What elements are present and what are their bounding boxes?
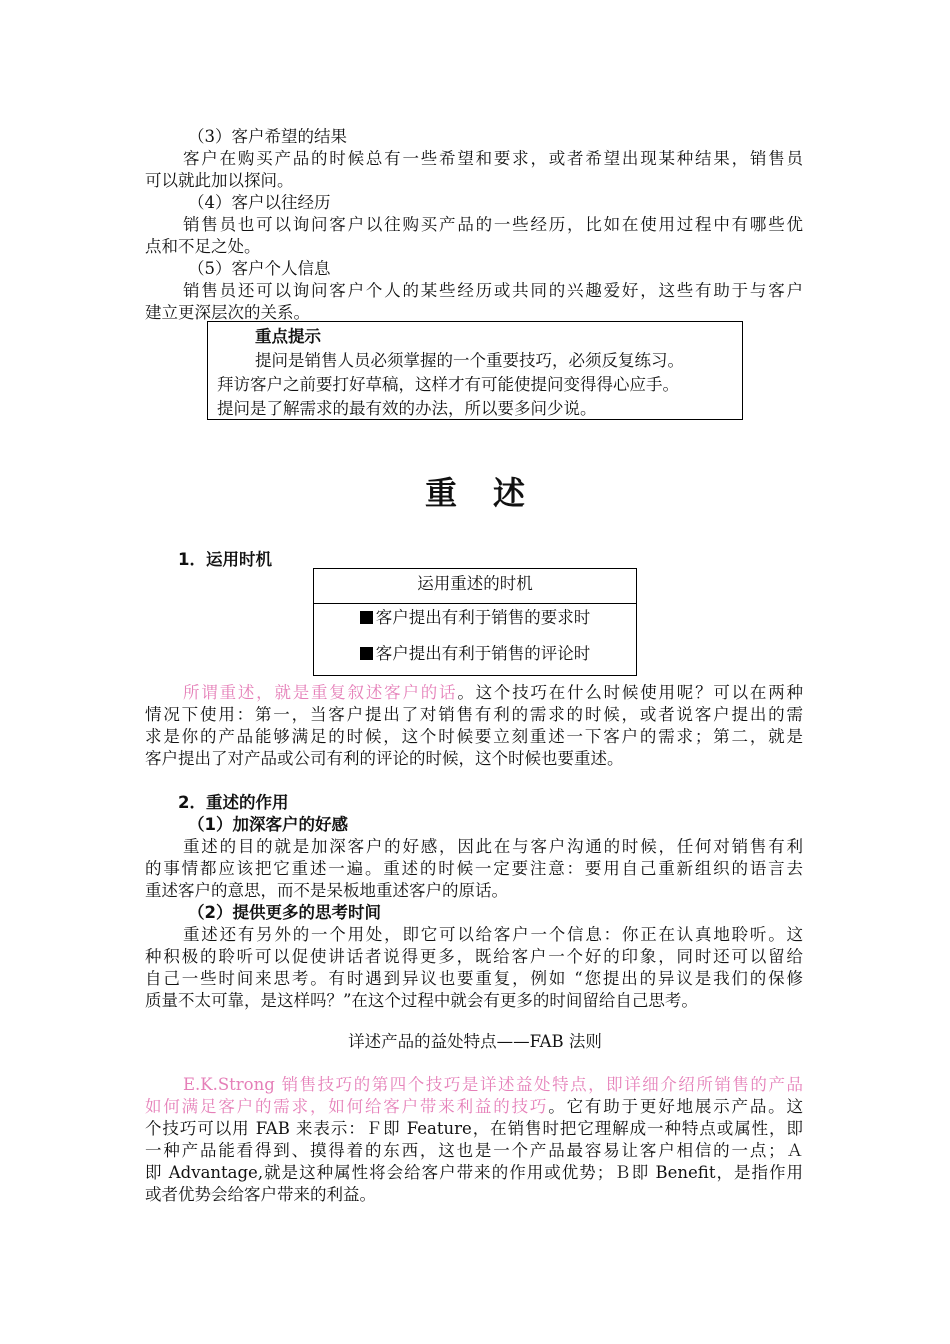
paragraph-line: 或者优势会给客户带来的利益。 [145, 1185, 376, 1204]
paragraph-line: 自己一些时间来思考。有时遇到异议也要重复，例如 “您提出的异议是我们的保修 [145, 969, 803, 988]
highlight-text: E.K.Strong 销售技巧的第四个技巧是详述益处特点，即详细介绍所销售的产品 [183, 1075, 803, 1094]
subheading-function-1: （1）加深客户的好感 [188, 815, 348, 834]
bullet-square-icon [360, 647, 373, 660]
timing-table-header: 运用重述的时机 [314, 569, 636, 604]
key-tip-box [207, 321, 743, 420]
paragraph-line: 重述客户的意思，而不是呆板地重述客户的原话。 [145, 881, 508, 900]
paragraph-line: 的事情都应该把它重述一遍。重述的时候一定要注意：要用自己重新组织的语言去 [145, 859, 803, 878]
heading-function: 2．重述的作用 [178, 793, 289, 812]
paragraph-line: 点和不足之处。 [145, 237, 261, 256]
paragraph-line: 一种产品能看得到、摸得着的东西，这也是一个产品最容易让客户相信的一点；Ａ [145, 1141, 803, 1160]
highlight-text: 如何满足客户的需求，如何给客户带来利益的技巧 [145, 1097, 549, 1116]
timing-table [313, 568, 637, 676]
paragraph-line: 如何满足客户的需求，如何给客户带来利益的技巧。它有助于更好地展示产品。这 [145, 1097, 804, 1116]
paragraph-line: 所谓重述，就是重复叙述客户的话。这个技巧在什么时候使用呢？可以在两种 [183, 683, 804, 702]
paragraph-line: 客户在购买产品的时候总有一些希望和要求，或者希望出现某种结果，销售员 [183, 149, 803, 168]
paragraph-line: 销售员还可以询问客户个人的某些经历或共同的兴趣爱好，这些有助于与客户 [183, 281, 803, 300]
timing-item: 客户提出有利于销售的评论时 [314, 643, 636, 665]
timing-item: 客户提出有利于销售的要求时 [314, 607, 636, 629]
heading-timing: 1．运用时机 [178, 550, 272, 569]
highlight-text: 所谓重述，就是重复叙述客户的话 [183, 683, 458, 702]
subheading-3: （3）客户希望的结果 [188, 127, 347, 146]
paragraph-line: 重述的目的就是加深客户的好感，因此在与客户沟通的时候，任何对销售有利 [183, 837, 803, 856]
paragraph-line: 求是你的产品能够满足的时候，这个时候要立刻重述一下客户的需求；第二，就是 [145, 727, 803, 746]
subheading-function-2: （2）提供更多的思考时间 [188, 903, 381, 922]
subheading-4: （4）客户以往经历 [188, 193, 331, 212]
paragraph-line: 种积极的聆听可以促使讲话者说得更多，既给客户一个好的印象，同时还可以留给 [145, 947, 803, 966]
paragraph-line: 个技巧可以用 FAB 来表示：Ｆ即 Feature，在销售时把它理解成一种特点或属性，即 [145, 1119, 803, 1138]
paragraph-line: 销售员也可以询问客户以往购买产品的一些经历，比如在使用过程中有哪些优 [183, 215, 803, 234]
paragraph-line: 情况下使用：第一，当客户提出了对销售有利的需求的时候，或者说客户提出的需 [145, 705, 803, 724]
tip-line: 拜访客户之前要打好草稿，这样才有可能使提问变得得心应手。 [217, 375, 679, 394]
tip-line: 提问是了解需求的最有效的办法，所以要多问少说。 [217, 399, 597, 418]
subheading-5: （5）客户个人信息 [188, 259, 331, 278]
paragraph-line: 质量不太可靠，是这样吗？”在这个过程中就会有更多的时间留给自己思考。 [145, 991, 698, 1010]
section-title: 重述 [424, 474, 561, 512]
tip-title: 重点提示 [255, 327, 321, 346]
paragraph-line: 重述还有另外的一个用处，即它可以给客户一个信息：你正在认真地聆听。这 [183, 925, 803, 944]
paragraph-line: 可以就此加以探问。 [145, 171, 294, 190]
fab-title: 详述产品的益处特点——FAB 法则 [348, 1032, 602, 1051]
bullet-square-icon [360, 611, 373, 624]
paragraph-line: 客户提出了对产品或公司有利的评论的时候，这个时候也要重述。 [145, 749, 624, 768]
tip-line: 提问是销售人员必须掌握的一个重要技巧，必须反复练习。 [255, 351, 684, 370]
paragraph-line: 即 Advantage,就是这种属性将会给客户带来的作用或优势；Ｂ即 Benefit，是指作用 [145, 1163, 803, 1182]
paragraph-line: 建立更深层次的关系。 [145, 303, 310, 322]
